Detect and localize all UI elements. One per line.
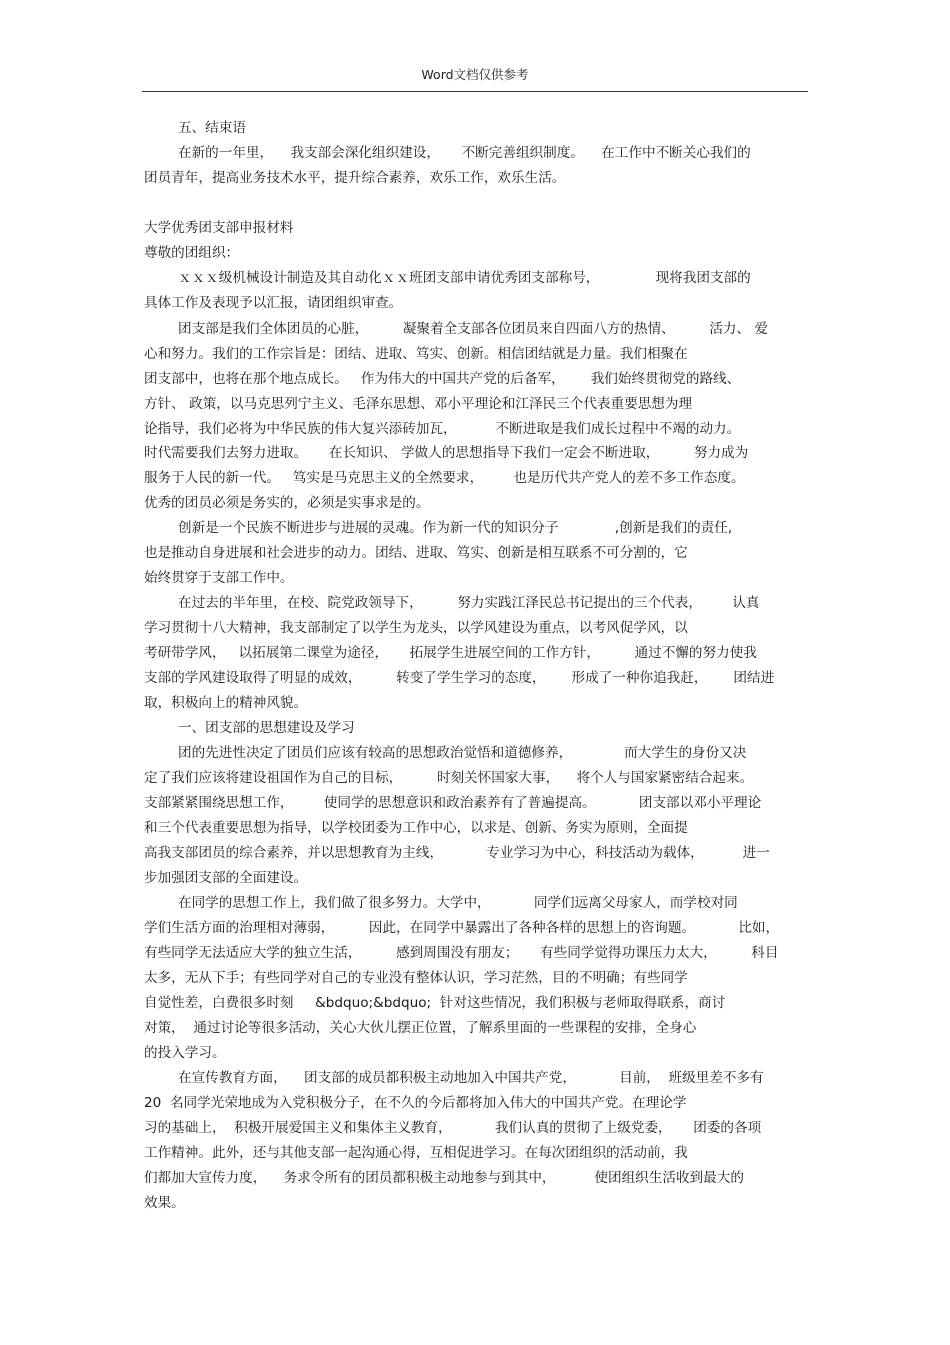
paragraph-line: ｘｘｘ级机械设计制造及其自动化ｘｘ班团支部申请优秀团支部称号， 现将我团支部的 [178,270,751,286]
paragraph-line: 效果。 [144,1195,185,1211]
paragraph-line: 20 名同学光荣地成为入党积极分子，在不久的今后都将加入伟大的中国共产党。在理论学 [144,1095,687,1111]
paragraph-line: 论指导，我们必将为中华民族的伟大复兴添砖加瓦， 不断进取是我们成长过程中不竭的动力。 [144,421,741,437]
document-title: 大学优秀团支部申报材料 [144,220,294,236]
paragraph-line: 方针、 政策，以马克思列宁主义、毛泽东思想、邓小平理论和江泽民三个代表重要思想为理 [144,396,693,412]
paragraph-line: 也是推动自身进展和社会进步的动力。团结、进取、笃实、创新是相互联系不可分割的，它 [144,545,688,561]
paragraph-line: 在过去的半年里，在校、院党政领导下， 努力实践江泽民总书记提出的三个代表， 认真 [178,595,760,611]
paragraph-line: 在同学的思想工作上，我们做了很多努力。大学中， 同学们远离父母家人，而学校对同 [178,895,738,911]
section-heading-conclusion: 五、结束语 [178,120,246,136]
paragraph-line: 团员青年，提高业务技术水平，提升综合素养，欢乐工作，欢乐生活。 [144,170,566,186]
paragraph-line: 定了我们应该将建设祖国作为自己的目标， 时刻关怀国家大事， 将个人与国家紧密结合起来。 [144,770,754,786]
salutation: 尊敬的团组织： [144,245,240,261]
paragraph-line: 服务于人民的新一代。 笃实是马克思主义的全然要求， 也是历代共产党人的差不多工作态度。 [144,470,745,486]
paragraph-line: 步加强团支部的全面建设。 [144,870,308,886]
paragraph-line: 自觉性差，白费很多时刻 &bdquo;&bdquo; 针对这些情况，我们积极与老师取得联系，商讨 [144,995,726,1011]
paragraph-line: 取，积极向上的精神风貌。 [144,695,308,711]
paragraph-line: 具体工作及表现予以汇报，请团组织审查。 [144,295,403,311]
paragraph-line: 的投入学习。 [144,1045,226,1061]
paragraph-line: 在新的一年里， 我支部会深化组织建设， 不断完善组织制度。 在工作中不断关心我们的 [178,145,751,161]
paragraph-line: 优秀的团员必须是务实的，必须是实事求是的。 [144,495,430,511]
paragraph-line: 习的基础上， 积极开展爱国主义和集体主义教育， 我们认真的贯彻了上级党委， 团委的各项 [144,1120,762,1136]
paragraph-line: 学习贯彻十八大精神，我支部制定了以学生为龙头，以学风建设为重点，以考风促学风，以 [144,620,688,636]
paragraph-line: 始终贯穿于支部工作中。 [144,570,294,586]
paragraph-line: 在宣传教育方面， 团支部的成员都积极主动地加入中国共产党， 目前， 班级里差不多有 [178,1070,764,1086]
paragraph-line: 太多，无从下手；有些同学对自己的专业没有整体认识，学习茫然，目的不明确；有些同学 [144,970,688,986]
paragraph-line: 团支部中，也将在那个地点成长。 作为伟大的中国共产党的后备军， 我们始终贯彻党的路线、 [144,371,741,387]
paragraph-line: 对策， 通过讨论等很多活动，关心大伙儿摆正位置，了解系里面的一些课程的安排，全身心 [144,1020,697,1036]
page-header: Word文档仅供参考 [421,67,529,82]
paragraph-line: 支部紧紧围绕思想工作， 使同学的思想意识和政治素养有了普遍提高。 团支部以邓小平理论 [144,795,762,811]
paragraph-line: 高我支部团员的综合素养，并以思想教育为主线， 专业学习为中心，科技活动为载体， 进一 [144,845,770,861]
paragraph-line: 们都加大宣传力度， 务求令所有的团员都积极主动地参与到其中， 使团组织生活收到最大的 [144,1170,744,1186]
paragraph-line: 团的先进性决定了团员们应该有较高的思想政治觉悟和道德修养， 而大学生的身份又决 [178,745,747,761]
paragraph-line: 考研带学风， 以拓展第二课堂为途径， 拓展学生进展空间的工作方针， 通过不懈的努力使我 [144,645,757,661]
paragraph-line: 时代需要我们去努力进取。 在长知识、 学做人的思想指导下我们一定会不断进取， 努力成为 [144,445,749,461]
paragraph-line: 心和努力。我们的工作宗旨是：团结、进取、笃实、创新。相信团结就是力量。我们相聚在 [144,346,688,362]
paragraph-line: 创新是一个民族不断进步与进展的灵魂。作为新一代的知识分子 ,创新是我们的责任, [178,520,733,536]
paragraph-line: 学们生活方面的治理相对薄弱， 因此，在同学中暴露出了各种各样的思想上的咨询题。 比如， [144,920,780,936]
paragraph-line: 和三个代表重要思想为指导，以学校团委为工作中心，以求是、创新、务实为原则，全面提 [144,820,688,836]
paragraph-line: 团支部是我们全体团员的心脏， 凝聚着全支部各位团员来自四面八方的热情、 活力、 爱 [178,321,769,337]
paragraph-line: 支部的学风建设取得了明显的成效， 转变了学生学习的态度， 形成了一种你追我赶， 团结进 [144,670,775,686]
paragraph-line: 有些同学无法适应大学的独立生活， 感到周围没有朋友； 有些同学觉得功课压力太大， 科目 [144,945,779,961]
paragraph-line: 工作精神。此外，还与其他支部一起沟通心得，互相促进学习。在每次团组织的活动前，我 [144,1145,688,1161]
section-heading-ideology: 一、团支部的思想建设及学习 [178,720,355,736]
